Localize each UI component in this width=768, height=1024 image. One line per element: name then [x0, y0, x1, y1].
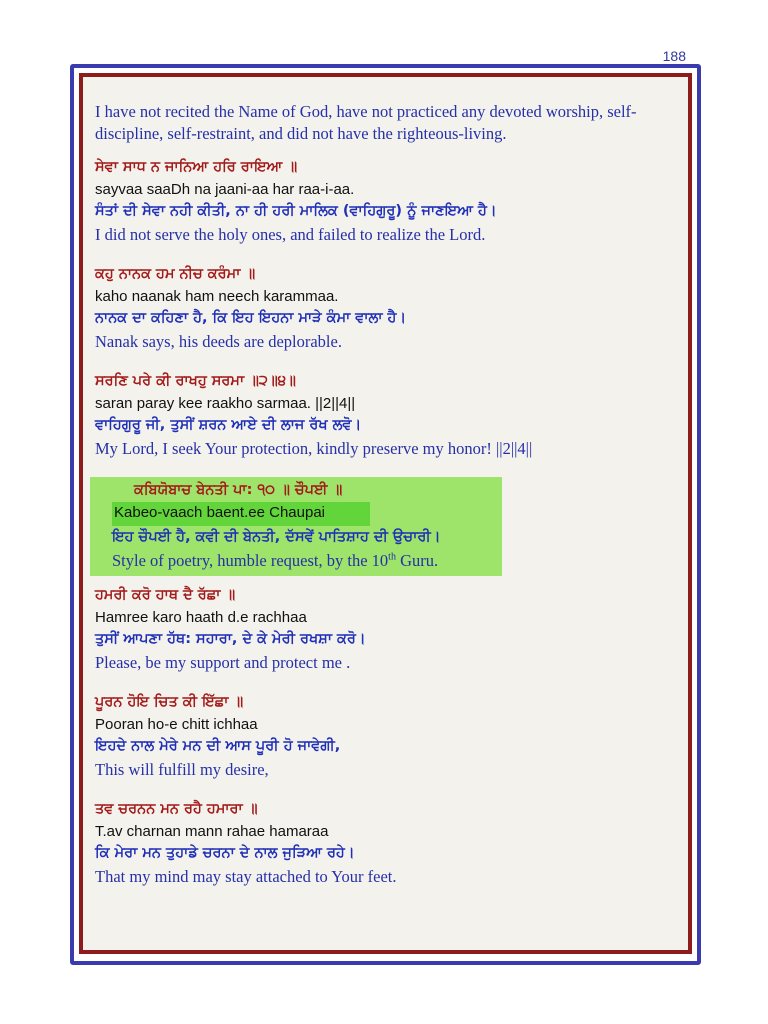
verse-transliteration: T.av charnan mann rahae hamaraa — [95, 823, 329, 840]
verse-english-translation: Please, be my support and protect me . — [95, 653, 351, 672]
inner-border-frame — [79, 73, 692, 954]
heading-punjabi-meaning: ਇਹ ਚੌਪਈ ਹੈ, ਕਵੀ ਦੀ ਬੇਨਤੀ, ਦੱਸਵੇਂ ਪਾਤਿਸ਼ਾਹ ਦੀ ਉਚਾਰੀ। — [112, 529, 441, 545]
verse-gurmukhi: ਕਹੁ ਨਾਨਕ ਹਮ ਨੀਚ ਕਰੰਮਾ ॥ — [95, 266, 256, 282]
verse-punjabi-meaning: ਨਾਨਕ ਦਾ ਕਹਿਣਾ ਹੈ, ਕਿ ਇਹ ਇਹਨਾ ਮਾੜੇ ਕੰਮਾ ਵਾਲਾ ਹੈ। — [95, 310, 407, 326]
verse-gurmukhi: ਹਮਰੀ ਕਰੋ ਹਾਥ ਦੈ ਰੱਛਾ ॥ — [95, 587, 236, 603]
verse-4 — [95, 584, 680, 674]
verse-punjabi-meaning: ਇਹਦੇ ਨਾਲ ਮੇਰੇ ਮਨ ਦੀ ਆਸ ਪੂਰੀ ਹੋ ਜਾਵੇਗੀ, — [95, 738, 341, 754]
verse-gurmukhi: ਤਵ ਚਰਨਨ ਮਨ ਰਹੈ ਹਮਾਰਾ ॥ — [95, 801, 258, 817]
verse-english-translation: This will fulfill my desire, — [95, 760, 269, 779]
verse-english-translation: I did not serve the holy ones, and failed to realize the Lord. — [95, 225, 486, 244]
verse-punjabi-meaning: ਕਿ ਮੇਰਾ ਮਨ ਤੁਹਾਡੇ ਚਰਨਾ ਦੇ ਨਾਲ ਜੁੜਿਆ ਰਹੇ। — [95, 845, 355, 861]
verse-gurmukhi: ਸੇਵਾ ਸਾਧ ਨ ਜਾਨਿਆ ਹਰਿ ਰਾਇਆ ॥ — [95, 159, 298, 175]
heading-transliteration-row — [112, 502, 502, 526]
page-content — [95, 101, 680, 905]
page-number: 188 — [662, 48, 686, 64]
verse-punjabi-meaning: ਸੰਤਾਂ ਦੀ ਸੇਵਾ ਨਹੀ ਕੀਤੀ, ਨਾ ਹੀ ਹਰੀ ਮਾਲਿਕ (ਵਾਹਿਗੁਰੂ) ਨੂੰ ਜਾਣਇਆ ਹੈ। — [95, 203, 497, 219]
heading-english-translation — [112, 549, 502, 572]
verse-transliteration: Pooran ho-e chitt ichhaa — [95, 716, 258, 733]
heading-gurmukhi: ਕਬਿਯੋਬਾਚ ਬੇਨਤੀ ਪਾ: ੧੦ ॥ ਚੌਪਈ ॥ — [134, 482, 343, 498]
verse-3 — [95, 370, 680, 460]
verse-gurmukhi: ਪੂਰਨ ਹੋਇ ਚਿਤ ਕੀ ਇੱਛਾ ॥ — [95, 694, 244, 710]
intro-paragraph: I have not recited the Name of God, have not practiced any devoted worship, self-discipline, self-restraint, and did not have the righteous-living. — [95, 102, 637, 143]
verse-2 — [95, 263, 680, 353]
verse-english-translation: That my mind may stay attached to Your feet. — [95, 867, 397, 886]
verse-1 — [95, 156, 680, 246]
verse-transliteration: kaho naanak ham neech karammaa. — [95, 288, 339, 305]
verse-punjabi-meaning: ਵਾਹਿਗੁਰੂ ਜੀ, ਤੁਸੀਂ ਸ਼ਰਨ ਆਏ ਦੀ ਲਾਜ ਰੱਖ ਲਵੋ। — [95, 417, 362, 433]
verse-english-translation: My Lord, I seek Your protection, kindly preserve my honor! ||2||4|| — [95, 439, 533, 458]
heading-english-superscript: th — [388, 551, 396, 563]
verse-gurmukhi: ਸਰਣਿ ਪਰੇ ਕੀ ਰਾਖਹੁ ਸਰਮਾ ॥੨॥੪॥ — [95, 373, 296, 389]
verse-transliteration: Hamree karo haath d.e rachhaa — [95, 609, 307, 626]
verse-5 — [95, 691, 680, 781]
verse-punjabi-meaning: ਤੁਸੀਂ ਆਪਣਾ ਹੱਥ: ਸਹਾਰਾ, ਦੇ ਕੇ ਮੇਰੀ ਰਖਸ਼ਾ ਕਰੋ। — [95, 631, 366, 647]
heading-transliteration: Kabeo-vaach baent.ee Chaupai — [112, 502, 370, 526]
verse-transliteration: saran paray kee raakho sarmaa. ||2||4|| — [95, 395, 356, 412]
verse-6 — [95, 798, 680, 888]
chaupai-heading-highlight — [90, 477, 502, 576]
heading-english-text-end: Guru. — [395, 551, 439, 570]
verse-english-translation: Nanak says, his deeds are deplorable. — [95, 332, 342, 351]
outer-border-frame — [70, 64, 701, 965]
verse-transliteration: sayvaa saaDh na jaani-aa har raa-i-aa. — [95, 181, 355, 198]
heading-english-text: Style of poetry, humble request, by the 10 — [112, 551, 389, 570]
